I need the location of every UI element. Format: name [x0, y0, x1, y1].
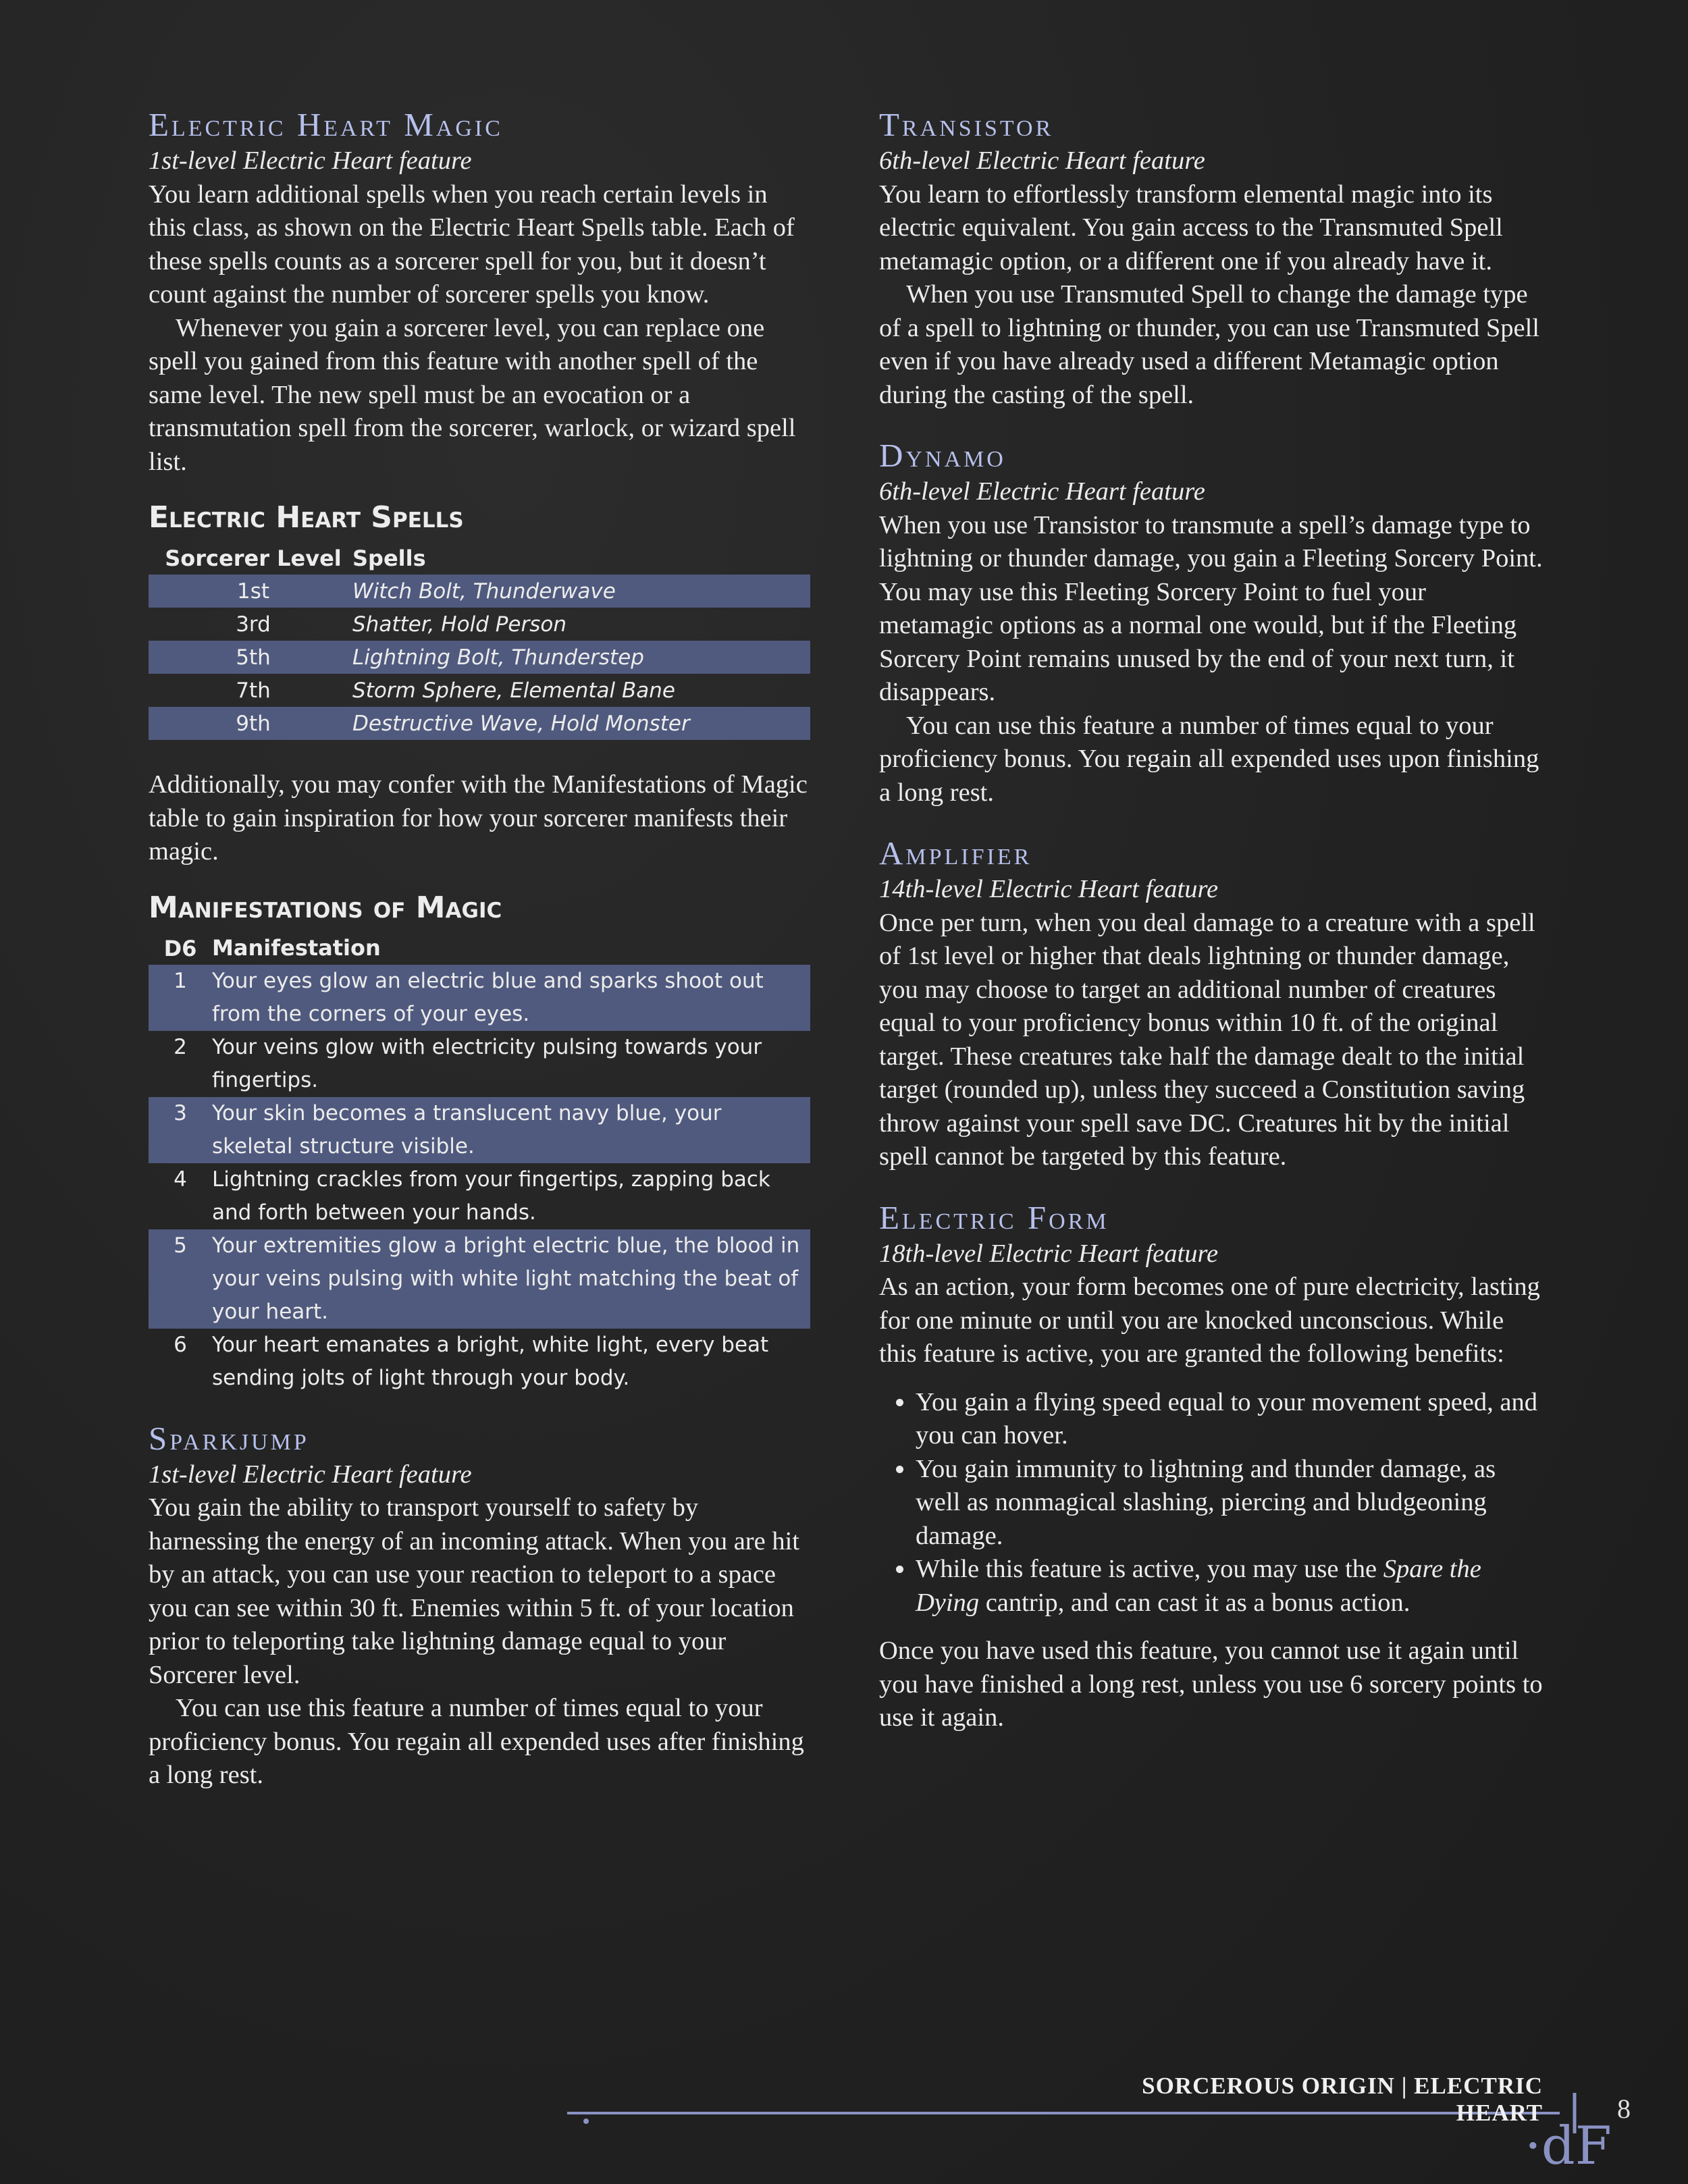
manif-text: Your heart emanates a bright, white light, every beat sending jolts of light through your body.	[212, 1332, 769, 1390]
manif-text: Your veins glow with electricity pulsing towards your fingertips.	[212, 1034, 762, 1092]
left-column	[149, 101, 810, 1792]
manifestations-table-title: Manifestations of Magic	[149, 890, 502, 925]
spell-list: Storm Sphere, Elemental Bane	[352, 678, 675, 703]
table-row	[149, 674, 810, 707]
spell-list: Shatter, Hold Person	[352, 612, 567, 637]
right-column	[879, 101, 1544, 1735]
dynamo-subtitle: 6th-level Electric Heart feature	[879, 477, 1205, 506]
manif-number: 6	[174, 1332, 187, 1357]
spell-level: 9th	[236, 711, 271, 736]
spells-header-level: Sorcerer Level	[165, 545, 342, 571]
spell-level: 1st	[236, 579, 270, 604]
spell-level: 5th	[236, 645, 271, 670]
manif-number: 2	[174, 1034, 187, 1059]
spells-table	[149, 542, 810, 740]
spell-level: 7th	[236, 678, 271, 703]
spells-table-title: Electric Heart Spells	[149, 500, 464, 535]
dynamo-title: Dynamo	[879, 437, 1006, 474]
sparkjump-subtitle: 1st-level Electric Heart feature	[149, 1460, 472, 1489]
logo-mark: ·dF	[1525, 2116, 1612, 2177]
table-row	[149, 707, 810, 740]
additional-paragraph: Additionally, you may confer with the Manifestations of Magic table to gain inspiration for how your sorcerer manifests their magic.	[149, 770, 808, 865]
manif-number: 3	[174, 1100, 187, 1125]
spell-name-spare-the-dying: Spare the Dying	[916, 1555, 1481, 1617]
table-row	[149, 1031, 810, 1097]
spell-list: Witch Bolt, Thunderwave	[352, 579, 616, 604]
transistor-paragraph-1: You learn to effortlessly transform elemental magic into its electric equivalent. You gain access to the Transmuted Spell metamagic option, or a different one if you already have it.	[879, 180, 1503, 275]
manif-text: Your eyes glow an electric blue and sparks shoot out from the corners of your eyes.	[212, 968, 764, 1026]
list-item	[916, 1553, 1544, 1620]
transistor-subtitle: 6th-level Electric Heart feature	[879, 147, 1205, 175]
sparkjump-title: Sparkjump	[149, 1419, 309, 1457]
manif-header-text: Manifestation	[212, 935, 381, 961]
electric-heart-magic-subtitle: 1st-level Electric Heart feature	[149, 147, 472, 175]
spells-header-spells: Spells	[352, 545, 426, 571]
list-item: • You gain a flying speed equal to your movement speed, and you can hover.	[916, 1386, 1544, 1453]
spell-level: 3rd	[236, 612, 271, 637]
bullet-text-a: While this feature is active, you may use the	[916, 1555, 1383, 1583]
manif-text: Lightning crackles from your fingertips, zapping back and forth between your hands.	[212, 1167, 770, 1225]
list-item: • You gain immunity to lightning and thunder damage, as well as nonmagical slashing, piercing and bludgeoning damage.	[916, 1453, 1544, 1553]
electric-heart-magic-title: Electric Heart Magic	[149, 106, 503, 143]
amplifier-paragraph: Once per turn, when you deal damage to a creature with a spell of 1st level or higher that deals lightning or thunder damage, you may choose to target an additional number of creatures equal to your proficiency bonus within 10 ft. of the original target. These creatures take half the damage dealt to the initial target (rounded up), unless they succeed a Constitution saving throw against your spell save DC. Creatures hit by the initial spell cannot be targeted by this feature.	[879, 908, 1535, 1171]
amplifier-subtitle: 14th-level Electric Heart feature	[879, 875, 1219, 903]
manif-text: Your skin becomes a translucent navy blue, your skeletal structure visible.	[212, 1100, 722, 1158]
table-row	[149, 965, 810, 1031]
amplifier-title: Amplifier	[879, 834, 1032, 872]
table-row	[149, 1229, 810, 1329]
spells-table-header	[149, 542, 810, 575]
manifestations-table	[149, 932, 810, 1395]
dynamo-paragraph-1: When you use Transistor to transmute a spell’s damage type to lightning or thunder damage, you gain a Fleeting Sorcery Point. You may use this Fleeting Sorcery Point to fuel your metamagic options as a normal one would, but if the Fleeting Sorcery Point remains unused by the end of your next turn, it disappears.	[879, 510, 1543, 706]
manif-number: 1	[174, 968, 187, 993]
electric-form-benefits-list	[879, 1386, 1544, 1620]
dynamo-paragraph-2: You can use this feature a number of times equal to your proficiency bonus. You regain all expended uses upon finishing a long rest.	[879, 711, 1539, 807]
sparkjump-paragraph-1: You gain the ability to transport yourself to safety by harnessing the energy of an incoming attack. When you are hit by an attack, you can use your reaction to teleport to a space you can see within 30 ft. Enemies within 5 ft. of your location prior to teleporting take lightning damage equal to your Sorcerer level.	[149, 1493, 799, 1689]
spell-list: Lightning Bolt, Thunderstep	[352, 645, 644, 670]
sparkjump-paragraph-2: You can use this feature a number of times equal to your proficiency bonus. You regain all expended uses after finishing a long rest.	[149, 1694, 804, 1789]
transistor-paragraph-2: When you use Transmuted Spell to change the damage type of a spell to lightning or thunder, you can use Transmuted Spell even if you have already used a different Metamagic option during the casting of the spell.	[879, 280, 1539, 409]
table-row	[149, 641, 810, 674]
bullet-text-b: cantrip, and can cast it as a bonus action.	[979, 1588, 1410, 1617]
electric-form-paragraph-2: Once you have used this feature, you cannot use it again until you have finished a long rest, unless you use 6 sorcery points to use it again.	[879, 1636, 1543, 1732]
table-row	[149, 1163, 810, 1229]
electric-form-paragraph-1: As an action, your form becomes one of pure electricity, lasting for one minute or until you are knocked unconscious. While this feature is active, you are granted the following benefits:	[879, 1273, 1540, 1368]
manif-number: 4	[174, 1167, 187, 1192]
electric-form-title: Electric Form	[879, 1198, 1109, 1236]
table-row	[149, 575, 810, 608]
manif-header-d6: D6	[163, 935, 197, 961]
transistor-title: Transistor	[879, 106, 1054, 143]
manif-number: 5	[174, 1233, 187, 1258]
page-footer: SORCEROUS ORIGIN | ELECTRIC HEART	[1142, 2073, 1543, 2126]
table-row	[149, 1329, 810, 1395]
table-row	[149, 608, 810, 641]
table-row	[149, 1097, 810, 1163]
spell-list: Destructive Wave, Hold Monster	[352, 711, 690, 736]
electric-heart-magic-paragraph-1: You learn additional spells when you reach certain levels in this class, as shown on the Electric Heart Spells table. Each of these spells counts as a sorcerer spell for you, but it doesn’t count against the number of sorcerer spells you know.	[149, 180, 795, 309]
manif-text: Your extremities glow a bright electric blue, the blood in your veins pulsing with white light matching the beat of your heart.	[212, 1233, 800, 1324]
electric-form-subtitle: 18th-level Electric Heart feature	[879, 1239, 1219, 1268]
manifestations-table-header	[149, 932, 810, 965]
footer-dot	[583, 2119, 589, 2124]
page-number: 8	[1617, 2094, 1631, 2124]
electric-heart-magic-paragraph-2: Whenever you gain a sorcerer level, you can replace one spell you gained from this feature with another spell of the same level. The new spell must be an evocation or a transmutation spell from the sorcerer, warlock, or wizard spell list.	[149, 313, 796, 476]
